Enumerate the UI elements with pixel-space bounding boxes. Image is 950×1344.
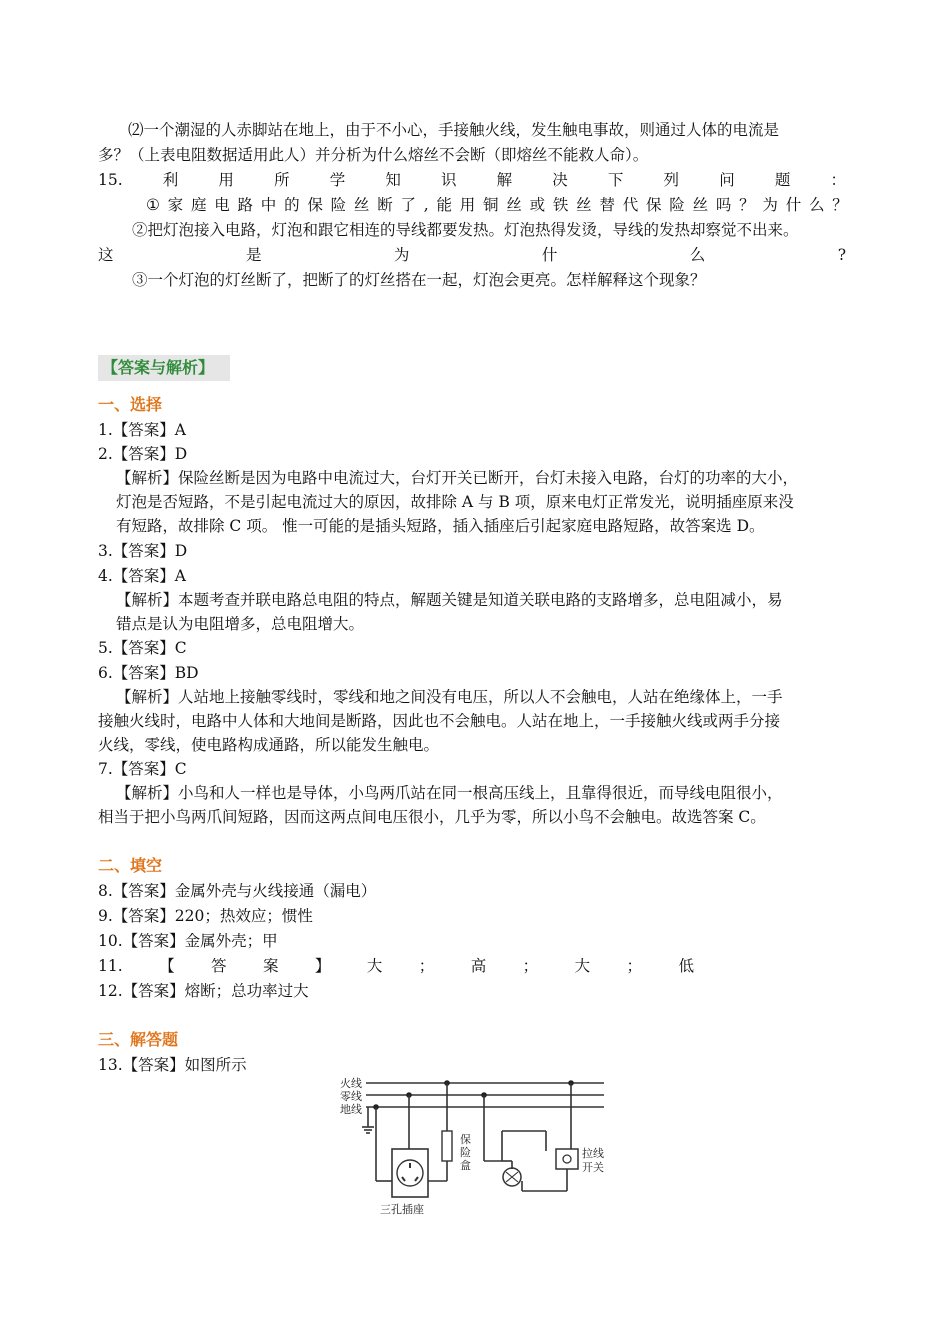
q15-2-char: ? bbox=[837, 246, 846, 264]
q15-1-char: 或 bbox=[529, 196, 546, 214]
q15-1-char: ？ bbox=[739, 196, 755, 214]
answer-2-explanation-2: 灯泡是否短路，不是引起电流过大的原因，故排除 A 与 B 项，原来电灯正常发光，说明插座原来没 bbox=[116, 493, 794, 511]
fuse-box bbox=[442, 1131, 452, 1161]
answers-header: 【答案与解析】 bbox=[98, 355, 230, 381]
answer-8: 8.【答案】金属外壳与火线接通（漏电） bbox=[98, 882, 377, 900]
q15-char: 利 bbox=[162, 171, 179, 189]
section-choice-title: 一、选择 bbox=[98, 395, 163, 414]
answer-2-explanation-1: 【解析】保险丝断是因为电路中电流过大，台灯开关已断开，台灯未接入电路，台灯的功率的大小， bbox=[116, 469, 799, 487]
answer-11-token: 答 bbox=[211, 957, 227, 975]
q15-char: ： bbox=[830, 171, 846, 189]
answer-1: 1.【答案】A bbox=[98, 421, 186, 439]
answer-11-token: 低 bbox=[678, 957, 694, 975]
answer-11-token: 案 bbox=[262, 957, 279, 975]
answer-13: 13.【答案】如图所示 bbox=[98, 1056, 247, 1074]
q15-1-char: 电 bbox=[214, 196, 230, 214]
section-fill-title: 二、填空 bbox=[98, 856, 163, 875]
q15-1-char: 替 bbox=[599, 196, 615, 214]
answer-7: 7.【答案】C bbox=[98, 760, 187, 778]
q15-1-char: 丝 bbox=[692, 196, 709, 214]
answer-11-token: 高 bbox=[470, 957, 487, 975]
q15-1-char: 家 bbox=[167, 196, 184, 214]
q15-number: 15. bbox=[98, 171, 123, 189]
q15-1-char: 了 bbox=[400, 196, 416, 214]
answer-6-explanation-3: 火线，零线，使电路构成通路，所以能发生触电。 bbox=[98, 736, 440, 754]
answer-11-token: 】 bbox=[314, 957, 331, 975]
q15-1-char: 险 bbox=[669, 196, 685, 214]
q15-char: 识 bbox=[440, 171, 457, 189]
answer-11-token: 11. bbox=[98, 957, 123, 975]
q15-1-char: 的 bbox=[284, 196, 300, 214]
q15-2-char: 么 bbox=[689, 246, 706, 264]
answer-7-explanation-1: 【解析】小鸟和人一样也是导体，小鸟两爪站在同一根高压线上，且靠得很近，而导线电阻很小， bbox=[116, 784, 783, 802]
q15-1-char: ① bbox=[146, 196, 160, 214]
answer-12: 12.【答案】熔断；总功率过大 bbox=[98, 982, 309, 1000]
q15-2-line1: ②把灯泡接入电路，灯泡和跟它相连的导线都要发热。灯泡热得发烫，导线的发热却察觉不出来。 bbox=[132, 221, 799, 239]
section-solve-title: 三、解答题 bbox=[98, 1030, 179, 1049]
q15-1-char: 什 bbox=[785, 196, 802, 214]
q15-char: 下 bbox=[607, 171, 624, 189]
switch-label: 开关 bbox=[582, 1161, 604, 1174]
q15-1-char: 能 bbox=[436, 196, 452, 214]
q15-1-char: 庭 bbox=[190, 196, 207, 214]
q15-1-char: 用 bbox=[459, 196, 476, 214]
answer-11-token: 大 bbox=[366, 957, 383, 975]
switch-label: 拉线 bbox=[582, 1147, 604, 1160]
answer-4: 4.【答案】A bbox=[98, 567, 186, 585]
q15-1-char: , bbox=[423, 196, 429, 214]
q15-2-char: 是 bbox=[245, 246, 262, 264]
q15-2-line2 bbox=[98, 244, 846, 266]
answer-11-token: ； bbox=[626, 957, 643, 975]
q15-char: 题 bbox=[774, 171, 791, 189]
neutral-wire-label: 零线 bbox=[340, 1090, 362, 1103]
q15-1-char: 中 bbox=[260, 196, 277, 214]
q15-char: 解 bbox=[496, 171, 513, 189]
answer-6-explanation-2: 接触火线时，电路中人体和大地间是断路，因此也不会触电。人站在地上，一手接触火线或两手分接 bbox=[98, 712, 781, 730]
q15-1-char: 丝 bbox=[576, 196, 592, 214]
answer-2: 2.【答案】D bbox=[98, 445, 188, 463]
q15-char: 知 bbox=[385, 171, 401, 189]
q15-1-char: 丝 bbox=[506, 196, 522, 214]
answer-7-explanation-2: 相当于把小鸟两爪间短路，因而这两点间电压很小，几乎为零，所以小鸟不会触电。故选答案 C。 bbox=[98, 808, 766, 826]
answer-11-token: ； bbox=[522, 957, 539, 975]
q15-1-char: 路 bbox=[237, 196, 254, 214]
fuse-label-char: 盒 bbox=[460, 1159, 471, 1172]
q15-3-line: ③一个灯泡的灯丝断了，把断了的灯丝搭在一起，灯泡会更亮。怎样解释这个现象？ bbox=[132, 271, 706, 289]
answer-11 bbox=[98, 955, 694, 977]
answer-10: 10.【答案】金属外壳；甲 bbox=[98, 932, 278, 950]
q15-char: 列 bbox=[663, 171, 680, 189]
q15-2-char: 这 bbox=[98, 246, 114, 264]
answer-5: 5.【答案】C bbox=[98, 639, 187, 657]
q15-char: 用 bbox=[218, 171, 234, 189]
q15-1-char: 保 bbox=[646, 196, 662, 214]
answer-4-explanation-1: 【解析】本题考查并联电路总电阻的特点，解题关键是知道关联电路的支路增多，总电阻减小，易 bbox=[116, 591, 783, 609]
answer-3: 3.【答案】D bbox=[98, 542, 188, 560]
q15-1-line bbox=[146, 194, 848, 216]
ground-wire-label: 地线 bbox=[340, 1103, 362, 1116]
q15-1-char: 为 bbox=[762, 196, 778, 214]
answer-9: 9.【答案】220；热效应；惯性 bbox=[98, 907, 313, 925]
live-wire-label: 火线 bbox=[340, 1077, 362, 1090]
q15-1-char: 代 bbox=[622, 196, 639, 214]
q15-title bbox=[98, 169, 846, 191]
fuse-label-char: 保 bbox=[460, 1133, 471, 1146]
q15-1-char: 断 bbox=[377, 196, 393, 214]
q15-2-char: 为 bbox=[393, 246, 410, 264]
q15-1-char: 铁 bbox=[552, 196, 569, 214]
circuit-diagram bbox=[336, 1073, 608, 1219]
q15-1-char: 吗 bbox=[715, 196, 732, 214]
q15-1-char: 险 bbox=[330, 196, 347, 214]
socket-label: 三孔插座 bbox=[380, 1203, 424, 1216]
q15-char: 所 bbox=[274, 171, 290, 189]
q15-1-char: 么 bbox=[808, 196, 825, 214]
q15-char: 学 bbox=[329, 171, 346, 189]
answer-11-token: 【 bbox=[159, 957, 175, 975]
q15-2-char: 什 bbox=[541, 246, 558, 264]
q15-char: 决 bbox=[552, 171, 568, 189]
answer-6-explanation-1: 【解析】人站地上接触零线时，零线和地之间没有电压，所以人不会触电，人站在绝缘体上，一手 bbox=[116, 688, 783, 706]
answer-11-token: ； bbox=[418, 957, 435, 975]
q15-1-char: ？ bbox=[832, 196, 848, 214]
answer-6: 6.【答案】BD bbox=[98, 664, 199, 682]
q15-char: 问 bbox=[719, 171, 735, 189]
q14-2-line2: 多？（上表电阻数据适用此人）并分析为什么熔丝不会断（即熔丝不能救人命）。 bbox=[98, 146, 649, 164]
answer-4-explanation-2: 错点是认为电阻增多，总电阻增大。 bbox=[116, 615, 365, 633]
q15-1-char: 铜 bbox=[483, 196, 499, 214]
q15-1-char: 保 bbox=[307, 196, 323, 214]
answer-2-explanation-3: 有短路，故排除 C 项。 惟一可能的是插头短路，插入插座后引起家庭电路短路，故答案选 D。 bbox=[116, 517, 765, 535]
fuse-label-char: 险 bbox=[460, 1146, 471, 1159]
answer-11-token: 大 bbox=[574, 957, 591, 975]
q15-1-char: 丝 bbox=[353, 196, 370, 214]
pull-switch bbox=[556, 1149, 578, 1169]
q14-2-line1: ⑵一个潮湿的人赤脚站在地上，由于不小心，手接触火线，发生触电事故，则通过人体的电流是 bbox=[128, 121, 780, 139]
